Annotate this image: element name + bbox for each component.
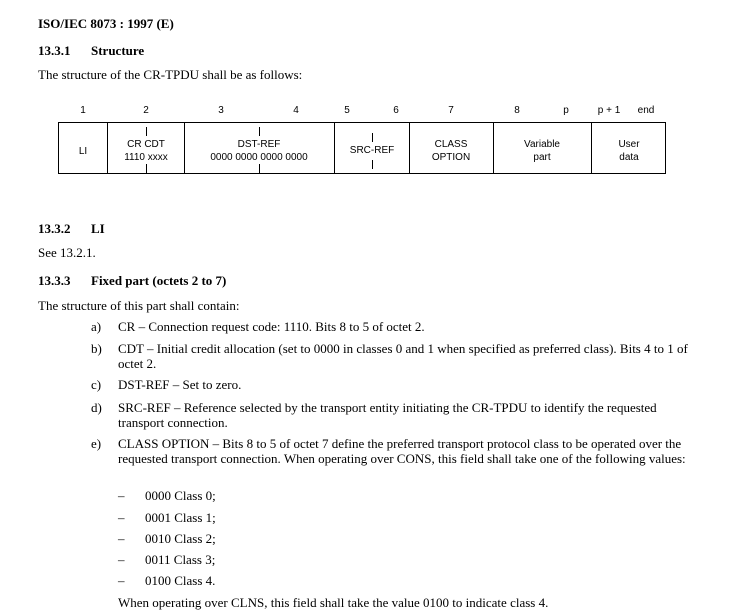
list-item-text: CDT – Initial credit allocation (set to 0000 in classes 0 and 1 when specified as preferred class). Bits 4 to 1 of octet 2. [118,341,688,371]
octet-number: end [637,105,655,116]
list-item-label: d) [91,400,102,415]
section-heading-fixed-part [38,273,438,289]
cell-line: User [618,139,640,150]
octet-number: 6 [393,105,399,116]
document-header: ISO/IEC 8073 : 1997 (E) [38,16,174,31]
cell-li: LI [78,146,88,157]
intro-paragraph: The structure of the CR-TPDU shall be as follows: [38,67,303,82]
cell-class-option [432,138,470,164]
octet-number: 5 [344,105,350,116]
cell-dst-ref [210,138,307,164]
list-item-label: e) [91,436,102,451]
field-divider [591,122,592,174]
octet-number: 8 [514,105,520,116]
dash-marker: – [118,552,125,567]
dash-marker: – [118,510,125,525]
octet-tick [259,127,260,136]
octet-number: 1 [80,105,86,116]
section-title: LI [91,221,105,236]
list-item-text: CR – Connection request code: 1110. Bits 8 to 5 of octet 2. [118,319,425,334]
list-item-label: b) [91,341,102,356]
section-title: Structure [91,43,145,58]
octet-number: p + 1 [597,105,621,116]
section-heading-structure [38,43,338,59]
cell-line: OPTION [431,152,471,163]
class-value: 0010 Class 2; [145,531,216,546]
octet-number: 4 [293,105,299,116]
cell-line: DST-REF [237,139,281,150]
octet-number: 7 [448,105,454,116]
fixed-intro-paragraph: The structure of this part shall contain: [38,298,240,313]
clns-note: When operating over CLNS, this field shall take the value 0100 to indicate class 4. [118,595,549,610]
cell-line: CLASS [434,139,468,150]
list-item-text: CLASS OPTION – Bits 8 to 5 of octet 7 define the preferred transport protocol class to be operated over the requested transport connection. When operating over CONS, this field shall take one of the following values: [118,436,686,466]
class-value: 0001 Class 1; [145,510,216,525]
section-heading-li [38,221,338,237]
list-item-label: c) [91,377,102,392]
octet-number: p [563,105,569,116]
octet-tick [372,160,373,169]
cell-line: 0000 0000 0000 0000 [210,152,308,163]
section-number: 13.3.1 [38,43,71,58]
cell-line: CR CDT [127,139,165,150]
field-divider [409,122,410,174]
dash-marker: – [118,531,125,546]
cell-cr-cdt [124,138,168,164]
field-divider [184,122,185,174]
field-divider [107,122,108,174]
octet-tick [146,127,147,136]
dash-marker: – [118,573,125,588]
octet-number: 3 [218,105,224,116]
dash-marker: – [118,488,125,503]
octet-tick [372,133,373,142]
class-value: 0000 Class 0; [145,488,216,503]
cell-line: data [619,152,639,163]
cell-src-ref: SRC-REF [349,145,395,156]
field-divider [334,122,335,174]
octet-tick [146,164,147,173]
li-paragraph: See 13.2.1. [38,245,96,260]
octet-number: 2 [143,105,149,116]
octet-tick [259,164,260,173]
list-item-text: SRC-REF – Reference selected by the transport entity initiating the CR-TPDU to identify the requested transport connection. [118,400,657,430]
class-value: 0100 Class 4. [145,573,216,588]
cell-line: 1110 xxxx [124,152,168,163]
class-value: 0011 Class 3; [145,552,216,567]
cell-line: Variable [524,139,560,150]
cell-variable-part [524,138,560,164]
cell-user-data [618,138,639,164]
section-number: 13.3.2 [38,221,71,236]
list-item-text: DST-REF – Set to zero. [118,377,242,392]
list-item-label: a) [91,319,102,334]
section-title: Fixed part (octets 2 to 7) [91,273,227,288]
cell-line: part [533,152,551,163]
section-number: 13.3.3 [38,273,71,288]
field-divider [493,122,494,174]
